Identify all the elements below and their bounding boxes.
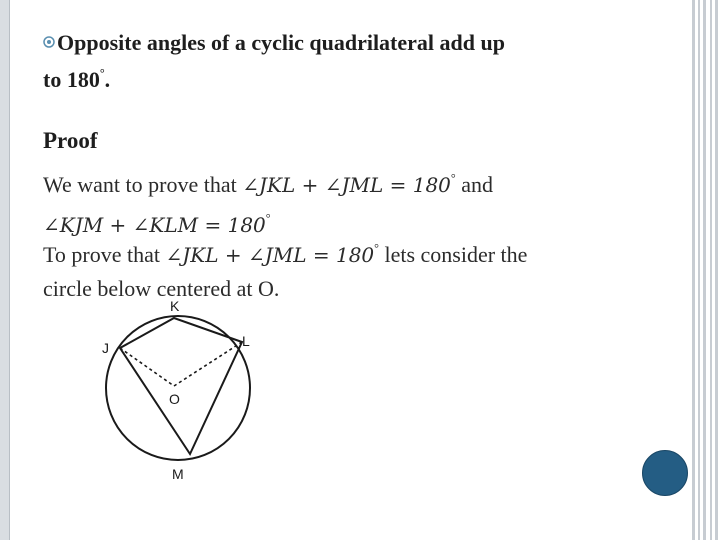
paragraph-2: To prove that ∠JKL + ∠JML = 180° lets consider the circle below centered at O. <box>43 241 528 301</box>
label-k: K <box>170 298 180 314</box>
right-border <box>688 0 720 540</box>
left-border <box>0 0 10 540</box>
radius-oj <box>120 348 174 386</box>
title-line-2: to 180°. <box>43 66 111 92</box>
equation-1: ∠JKL + ∠JML = 180 <box>242 173 451 197</box>
paragraph-1: We want to prove that ∠JKL + ∠JML = 180° and ∠KJM + ∠KLM = 180° <box>43 171 493 237</box>
equation-3: ∠JKL + ∠JML = 180 <box>165 243 375 267</box>
decorative-circle <box>642 450 688 496</box>
cyclic-quadrilateral-diagram <box>96 294 266 494</box>
label-m: M <box>172 466 184 482</box>
quadrilateral-jklm <box>120 318 242 454</box>
title-line-1: Opposite angles of a cyclic quadrilateral add up <box>57 30 505 55</box>
label-j: J <box>102 340 109 356</box>
label-o: O <box>169 391 180 407</box>
proof-heading: Proof <box>43 128 98 153</box>
label-l: L <box>242 333 250 349</box>
slide-title <box>43 28 663 95</box>
equation-2: ∠KJM + ∠KLM = 180 <box>43 213 266 237</box>
